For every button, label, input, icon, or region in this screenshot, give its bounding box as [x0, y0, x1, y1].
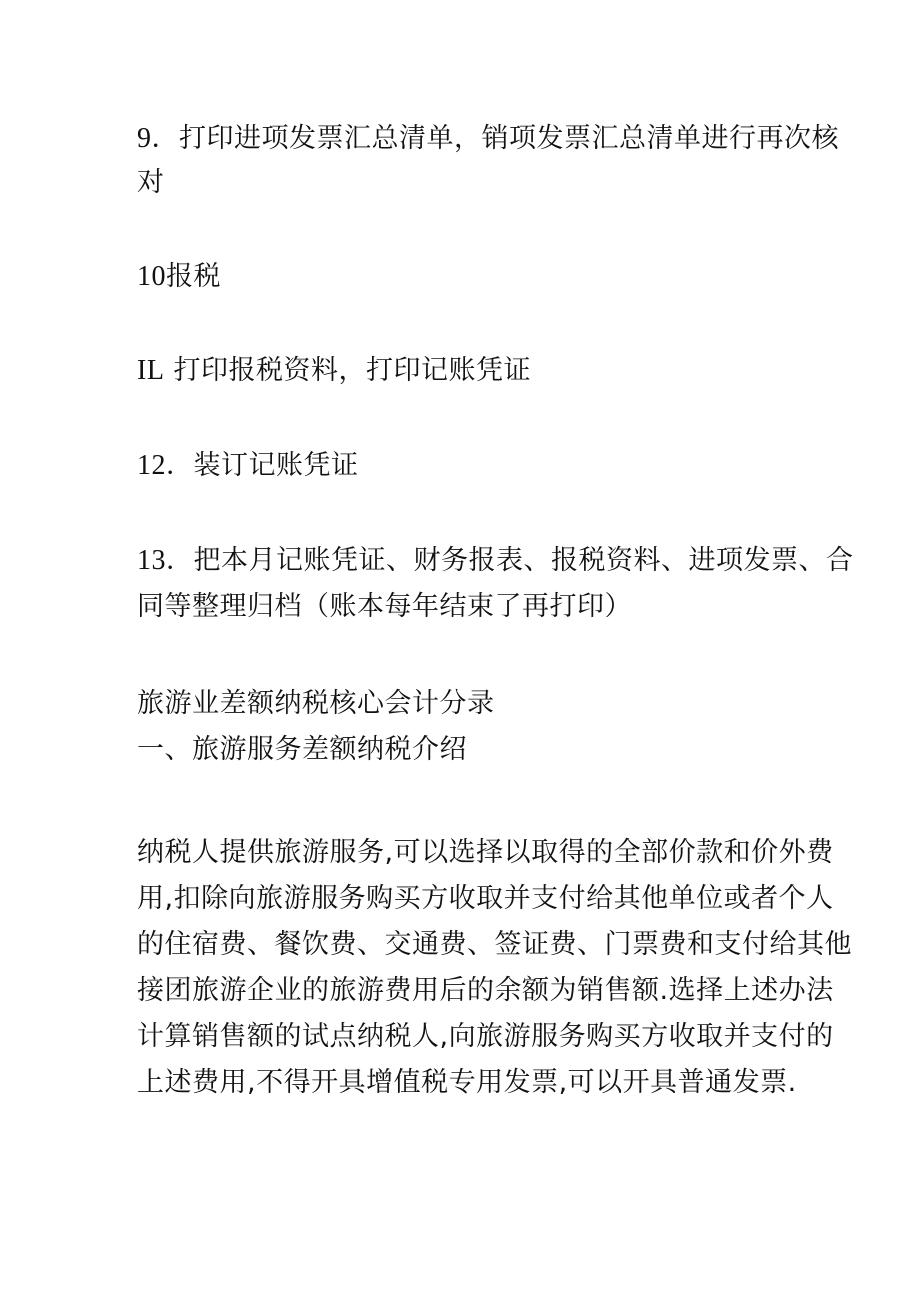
step-11 — [137, 348, 797, 394]
step-text: ．装订记账凭证 — [166, 450, 359, 481]
step-number: 12 — [137, 450, 166, 481]
step-text: 报税 — [166, 261, 221, 292]
paragraph-line: 用,扣除向旅游服务购买方收取并支付给其他单位或者个人 — [137, 883, 834, 914]
step-13-line-1 — [137, 538, 854, 584]
step-9-line-1 — [137, 116, 839, 162]
paragraph-line: 纳税人提供旅游服务,可以选择以取得的全部价款和价外费 — [137, 837, 834, 868]
paragraph-line: 上述费用,不得开具增值税专用发票,可以开具普通发票. — [137, 1067, 797, 1098]
step-10 — [137, 254, 797, 300]
step-number: 10 — [137, 261, 166, 292]
step-number: IL — [137, 355, 165, 386]
step-text: 对 — [137, 167, 165, 198]
intro-paragraph — [137, 830, 852, 1106]
subsection-title: 一、旅游服务差额纳税介绍 — [137, 734, 467, 765]
step-text: 同等整理归档（账本每年结束了再打印） — [137, 591, 632, 622]
step-text: ．打印进项发票汇总清单，销项发票汇总清单进行再次核 — [151, 123, 839, 154]
step-text: ．把本月记账凭证、财务报表、报税资料、进项发票、合 — [166, 545, 854, 576]
paragraph-line: 接团旅游企业的旅游费用后的余额为销售额.选择上述办法 — [137, 975, 834, 1006]
section-title: 旅游业差额纳税核心会计分录 — [137, 688, 495, 719]
step-text: 打印报税资料，打印记账凭证 — [173, 355, 532, 386]
paragraph-line: 计算销售额的试点纳税人,向旅游服务购买方收取并支付的 — [137, 1021, 834, 1052]
step-number: 13 — [137, 545, 166, 576]
step-number: 9 — [137, 123, 152, 154]
step-12 — [137, 443, 797, 489]
step-13-line-2 — [137, 584, 797, 630]
paragraph-line: 的住宿费、餐饮费、交通费、签证费、门票费和支付给其他 — [137, 929, 852, 960]
step-9-line-2 — [137, 160, 797, 206]
